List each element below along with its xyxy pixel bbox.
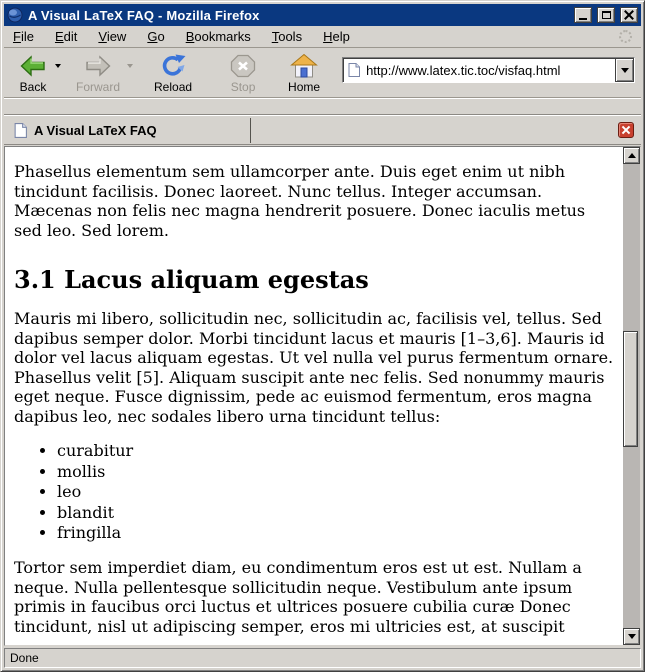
reload-icon (158, 53, 188, 79)
minimize-icon (579, 18, 587, 20)
close-icon (624, 10, 634, 20)
list-item: • leo (57, 482, 617, 502)
status-text: Done (10, 651, 39, 665)
arrow-down-icon (628, 634, 636, 639)
scrollbar-thumb[interactable] (623, 331, 638, 447)
forward-label: Forward (76, 80, 121, 94)
web-page (5, 147, 623, 645)
section-heading: 3.1 Lacus aliquam egestas (14, 265, 369, 295)
menu-file[interactable]: File (13, 29, 34, 44)
page-icon (348, 63, 360, 77)
menu-help[interactable]: Help (323, 29, 350, 44)
vertical-scrollbar[interactable] (623, 147, 640, 645)
tab-bar (4, 115, 641, 145)
close-icon (622, 126, 630, 134)
list-item: • mollis (57, 462, 617, 482)
bullet-list (14, 441, 617, 543)
scroll-up-button[interactable] (623, 147, 640, 164)
list-item: • fringilla (57, 523, 617, 543)
forward-dropdown-button[interactable] (124, 51, 136, 81)
url-input[interactable]: http://www.latex.tic.toc/visfaq.html (366, 62, 561, 78)
list-item: • curabitur (57, 441, 617, 461)
back-label: Back (19, 80, 47, 94)
stop-icon (228, 53, 258, 79)
scrollbar-track[interactable] (623, 164, 640, 628)
paragraph: Tortor sem imperdiet diam, eu condimentum eros est ut est. Nullam a neque. Nulla pellentesque sollicitudin neque. Vestibulum ante ipsum primis in faucibus orci luctus et ultrices posuere cubilia curæ Donec tincidunt, nisl ut adipiscing semper, eros mi ultricies est, at suscipit (14, 558, 582, 636)
list-item: • blandit (57, 503, 617, 523)
close-tab-button[interactable] (618, 122, 634, 138)
home-icon (289, 53, 319, 79)
content-area (4, 146, 641, 646)
menu-edit[interactable]: Edit (54, 29, 78, 44)
menu-go[interactable]: Go (147, 29, 165, 44)
forward-button[interactable] (72, 51, 124, 96)
title-bar (4, 4, 641, 26)
menu-bookmarks[interactable]: Bookmarks (185, 29, 251, 44)
firefox-globe-icon (7, 7, 23, 23)
navigation-toolbar (4, 48, 641, 98)
url-dropdown-button[interactable] (615, 58, 634, 82)
paragraph: Mauris mi libero, sollicitudin nec, sollicitudin ac, facilisis vel, tellus. Sed dapibus semper dolor. Morbi tincidunt lacus et mauris [1–3,6]. Mauris id dolor vel lacus aliquam egestas. Ut vel nulla vel purus fermentum ornare. Phasellus velit [5]. Aliquam suscipit ante nec felis. Sed nonummy mauris eget neque. Fusce dignissim, pede ac euismod fermentum, eros magna dapibus leo, nec sodales libero urna tincidunt tellus: (14, 309, 614, 426)
home-label: Home (288, 80, 321, 94)
forward-arrow-icon (83, 53, 113, 79)
dropdown-arrow-icon (621, 68, 629, 73)
back-dropdown-button[interactable] (52, 51, 64, 81)
arrow-up-icon (628, 153, 636, 158)
paragraph: Phasellus elementum sem ullamcorper ante. Duis eget enim ut nibh tincidunt facilisis. Donec laoreet. Nunc tellus. Integer accumsan. Mæcenas non felis nec magna hendrerit posuere. Donec iaculis metus sed leo. Sed lorem. (14, 162, 586, 240)
status-bar (4, 648, 641, 668)
menu-bar (4, 26, 641, 48)
tab-visual-latex-faq[interactable] (6, 118, 251, 143)
home-button[interactable] (284, 51, 324, 96)
dropdown-arrow-icon (55, 64, 61, 68)
maximize-icon (602, 11, 611, 19)
back-arrow-icon (18, 53, 48, 79)
reload-button[interactable] (150, 51, 196, 96)
maximize-button[interactable] (597, 7, 615, 23)
bookmarks-toolbar (4, 98, 641, 115)
menu-view[interactable]: View (98, 29, 127, 44)
tab-title: A Visual LaTeX FAQ (34, 123, 157, 138)
dropdown-arrow-icon (127, 64, 133, 68)
stop-label: Stop (230, 80, 256, 94)
close-button[interactable] (620, 7, 638, 23)
minimize-button[interactable] (574, 7, 592, 23)
scroll-down-button[interactable] (623, 628, 640, 645)
window-title: A Visual LaTeX FAQ - Mozilla Firefox (28, 7, 260, 23)
page-icon (14, 123, 27, 138)
url-bar[interactable] (342, 57, 635, 83)
reload-label: Reload (154, 80, 193, 94)
menu-tools[interactable]: Tools (271, 29, 303, 44)
back-button[interactable] (14, 51, 52, 96)
stop-button[interactable] (224, 51, 262, 96)
throbber-icon (619, 30, 632, 43)
